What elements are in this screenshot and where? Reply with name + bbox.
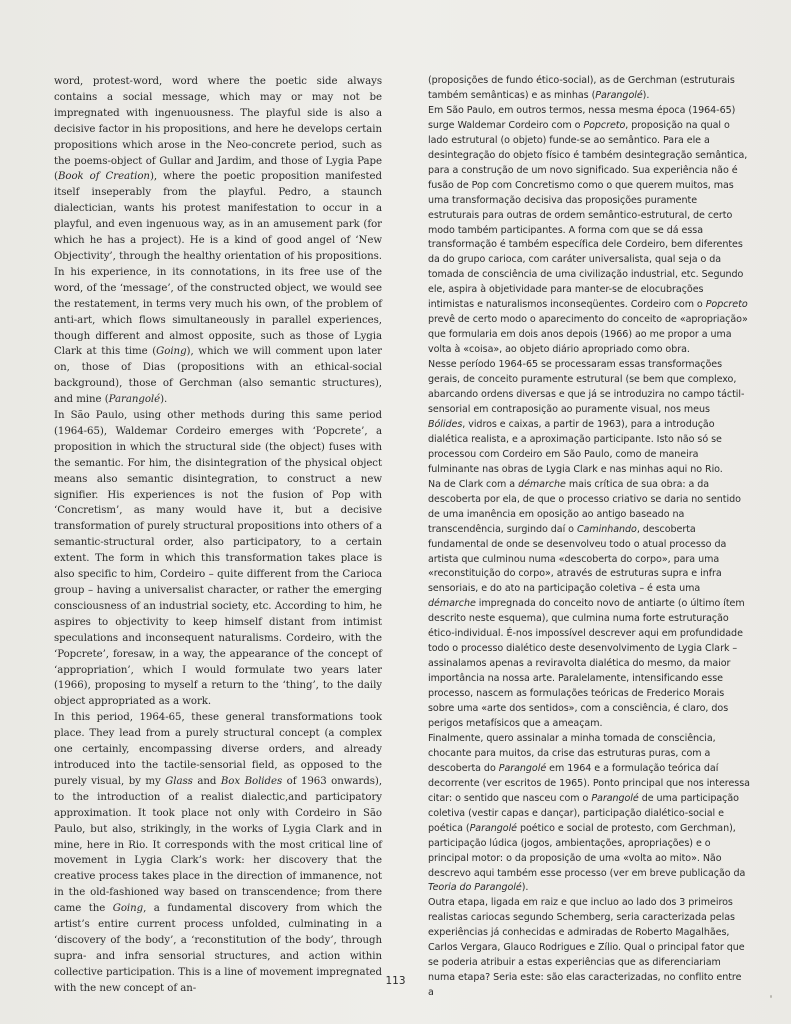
- paragraph-text: Finalmente, quero assinalar a minha tomada de consciência, chocante para muitos, da crise das estruturas puras, com a descoberta do: [428, 732, 716, 774]
- paragraph-text: em 1964 e a formulação teórica daí decorrente (ver escritos de 1965). Ponto principal que nos interessa citar: o sentido que nasceu com o: [428, 762, 750, 804]
- paragraph-text: word, protest-word, word where the poetic side always contains a social message, which may or may not be impregnated with ingenuousness. The playful side is also a decisive factor in his propositions, and here he develops certain propositions which arose in the Neo-concrete period, such as the poems-object of Gullar and Jardim, and those of Lygia Pape (: [54, 76, 382, 183]
- paragraph: [428, 732, 750, 896]
- italic-title-text: Caminhando: [576, 523, 637, 535]
- paragraph: [428, 478, 750, 732]
- italic-title-text: Parangolé: [591, 792, 639, 804]
- italic-title-text: Going: [156, 346, 187, 358]
- paragraph-text: ).: [521, 882, 529, 894]
- paragraph: [428, 104, 750, 358]
- italic-title-text: Bólides: [428, 418, 463, 430]
- italic-title-text: démarche: [428, 598, 476, 610]
- italic-title-text: Book of Creation: [57, 171, 150, 183]
- italic-title-text: Going: [112, 903, 144, 915]
- paragraph-text: In this period, 1964-65, these general transformations took place. They lead from a purely structural concept (a complex one certainly, encompassing diverse orders, and already introduced into the tactile-sensorial field, as opposed to the purely visual, by my: [54, 712, 382, 787]
- italic-title-text: Popcreto: [705, 299, 748, 311]
- paragraph-text: prevê de certo modo o aparecimento do conceito de «apropriação» que formularia em dois anos depois (1966) ao me propor a uma volta à «coisa», ao objeto diário apropriado como obra.: [428, 314, 748, 356]
- italic-title-text: démarche: [518, 478, 566, 490]
- italic-title-text: Teoria do Parangolé: [428, 882, 522, 894]
- paragraph: [428, 358, 750, 478]
- paragraph-text: In São Paulo, using other methods during this same period (1964-65), Waldemar Cordeiro emerges with ‘Popcrete’, a proposition in which the structural side (the object) fuses with the semantic. For him, the disintegration of the physical object means also semantic disintegration, to construct a new signifier. His experiences is not the fusion of Pop with ‘Concretism’, as many would have it, but a decisive transformation of purely structural propositions into others of a semantic-structural order, also participatory, to a certain extent. The form in which this transformation takes place is also specific to him, Cordeiro – quite different from the Carioca group – having a universalist character, or rather the emerging consciousness of an industrial society, etc. According to him, he aspires to objectivity to keep himself distant from intimist speculations and inconsequent naturalisms. Cordeiro, with the ‘Popcrete’, foresaw, in a way, the appearance of the concept of ‘appropriation’, which I would formulate two years later (1966), proposing to myself a return to the ‘thing’, to the daily object appropriated as a work.: [54, 410, 382, 708]
- paragraph-text: and: [192, 775, 221, 787]
- paragraph-text: Outra etapa, ligada em raiz e que incluo ao lado dos 3 primeiros realistas cariocas segundo Schemberg, seria caracterizada pelas experiências já conhecidas e admiradas de Roberto Magalhães, Carlos Vergara, Glauco Rodrigues e Zílio. Qual o principal fator que se poderia atribuir a estas experiências que as diferenciariam numa etapa? Seria este: são elas caracterizadas, no conflito entre a: [428, 897, 745, 999]
- paragraph-text: ).: [642, 89, 650, 101]
- portuguese-text-column: [428, 74, 750, 1001]
- paragraph-text: impregnada do conceito novo de antiarte (o último ítem descrito neste esquema), que culmina numa forte estruturação ético-individual. É-nos impossível descrever aqui em profundidade todo o processo dialético deste desenvolvimento de Lygia Clark – assinalamos apenas a reviravolta dialética do mesmo, da maior importância na nossa arte. Paralelamente, intensificando esse processo, nascem as formulações teóricas de Frederico Morais sobre uma «arte dos sentidos», com a consciência, é claro, dos perigos metafísicos que a ameaçam.: [428, 598, 745, 729]
- italic-title-text: Parangolé: [469, 822, 518, 834]
- page-number: 113: [385, 975, 406, 987]
- italic-title-text: Parangolé: [108, 394, 161, 406]
- paragraph-text: , vidros e caixas, a partir de 1963), para a introdução dialética realista, e a aproximação participante. Isto não só se processou com Cordeiro em São Paulo, como de maneira fulminante nas obras de Lygia Clark e nas minhas aqui no Rio.: [428, 418, 723, 475]
- paragraph-text: Nesse período 1964-65 se processaram essas transformações gerais, de conceito puramente estrutural (se bem que complexo, abarcando ordens diversas e que já se introduzira no campo táctil-sensorial em contraposição ao puramente visual, nos meus: [428, 359, 745, 415]
- paragraph: [428, 74, 750, 104]
- paragraph-text: Na de Clark com a: [428, 478, 519, 490]
- italic-title-text: Glass: [165, 775, 193, 787]
- paragraph: [54, 74, 382, 408]
- italic-title-text: Popcreto: [583, 119, 626, 131]
- paragraph-text: Em São Paulo, em outros termos, nessa mesma época (1964-65) surge Waldemar Cordeiro com o: [428, 104, 736, 131]
- paragraph-text: mais crítica de sua obra: a da descoberta por ela, de que o processo criativo se daria no sentido de uma imanência em oposição ao antigo baseado na transcendência, surgindo daí o: [428, 478, 741, 535]
- paragraph: [54, 408, 382, 710]
- italic-title-text: Parangolé: [595, 89, 643, 101]
- paragraph-text: (proposições de fundo ético-social), as de Gerchman (estruturais também semânticas) e as minhas (: [428, 75, 735, 101]
- paragraph: [54, 710, 382, 996]
- paragraph-text: ), where the poetic proposition manifested itself inseperably from the playful. Pedro, a staunch dialectician, wants his protest manifestation to occur in a playful, and even ingenuous way, as in an amusement park (for which he has a project). He is a kind of good angel of ‘New Objectivity’, through the healthy orientation of his propositions. In his experience, in its connotations, in its free use of the word, of the ‘message’, of the constructed object, we would see the restatement, in terms very much his own, of the problem of anti-art, which flows simultaneously in parallel experiences, though different and almost opposite, such as those of Lygia Clark at this time (: [54, 171, 382, 358]
- paragraph-text: , descoberta fundamental de onde se desenvolveu todo o atual processo da artista que culminou numa «descoberta do corpo», para uma «reconstituição do corpo», através de estruturas supra e infra sensoriais, e do ato na participação coletiva – é esta uma: [428, 523, 727, 595]
- paragraph-text: ), which we will comment upon later on, those of Dias (propositions with an ethical-social background), those of Gerchman (also semantic structures), and mine (: [54, 346, 383, 406]
- italic-title-text: Parangolé: [498, 762, 547, 774]
- italic-title-text: Box Bolides: [220, 775, 283, 787]
- paragraph-text: poético e social de protesto, com Gerchman), participação lúdica (jogos, ambientações, apropriações) e o principal motor: o da proposição de uma «volta ao mito». Não descrevo aqui também esse processo (ver em breve publicação da: [428, 822, 746, 879]
- paragraph-text: ).: [160, 394, 168, 406]
- english-text-column: [54, 74, 382, 997]
- paragraph-text: , a fundamental discovery from which the artist’s entire current process unfolded, culminating in a ‘discovery of the body’, a ‘reconstitution of the body’, through supra- and infra sensorial structures, and action within collective participation. This is a line of movement impregnated with the new concept of an-: [54, 903, 382, 994]
- paper-speck: [770, 995, 772, 998]
- paragraph-text: de uma participação coletiva (vestir capas e dançar), participação dialético-social e poética (: [428, 792, 739, 834]
- paragraph-text: of 1963 onwards), to the introduction of a realist dialectic,and participatory approximation. It took place not only with Cordeiro in São Paulo, but also, strikingly, in the works of Lygia Clark and in mine, here in Rio. It corresponds with the most critical line of movement in Lygia Clark’s work: her discovery that the creative process takes place in the direction of immanence, not in the old-fashioned way based on transcendence; from there came the: [54, 775, 383, 915]
- paragraph-text: , proposição na qual o lado estrutural (o objeto) funde-se ao semântico. Para ele a desintegração do objeto físico é também desintegração semântica, para a construção de um novo significado. Sua experiência não é fusão de Pop com Concretismo como o que querem muitos, mas uma transformação decisiva das proposições puramente estruturais para outras de ordem semântico-estrutural, de certo modo também participantes. A forma com que se dá essa transformação é também específica dele Cordeiro, bem diferentes da do grupo carioca, com caráter universalista, qual seja o da tomada de consciência de uma civilização industrial, etc. Segundo ele, aspira à objetividade para manter-se de elocubrações intimistas e naturalismos inconseqüentes. Cordeiro com o: [428, 119, 748, 311]
